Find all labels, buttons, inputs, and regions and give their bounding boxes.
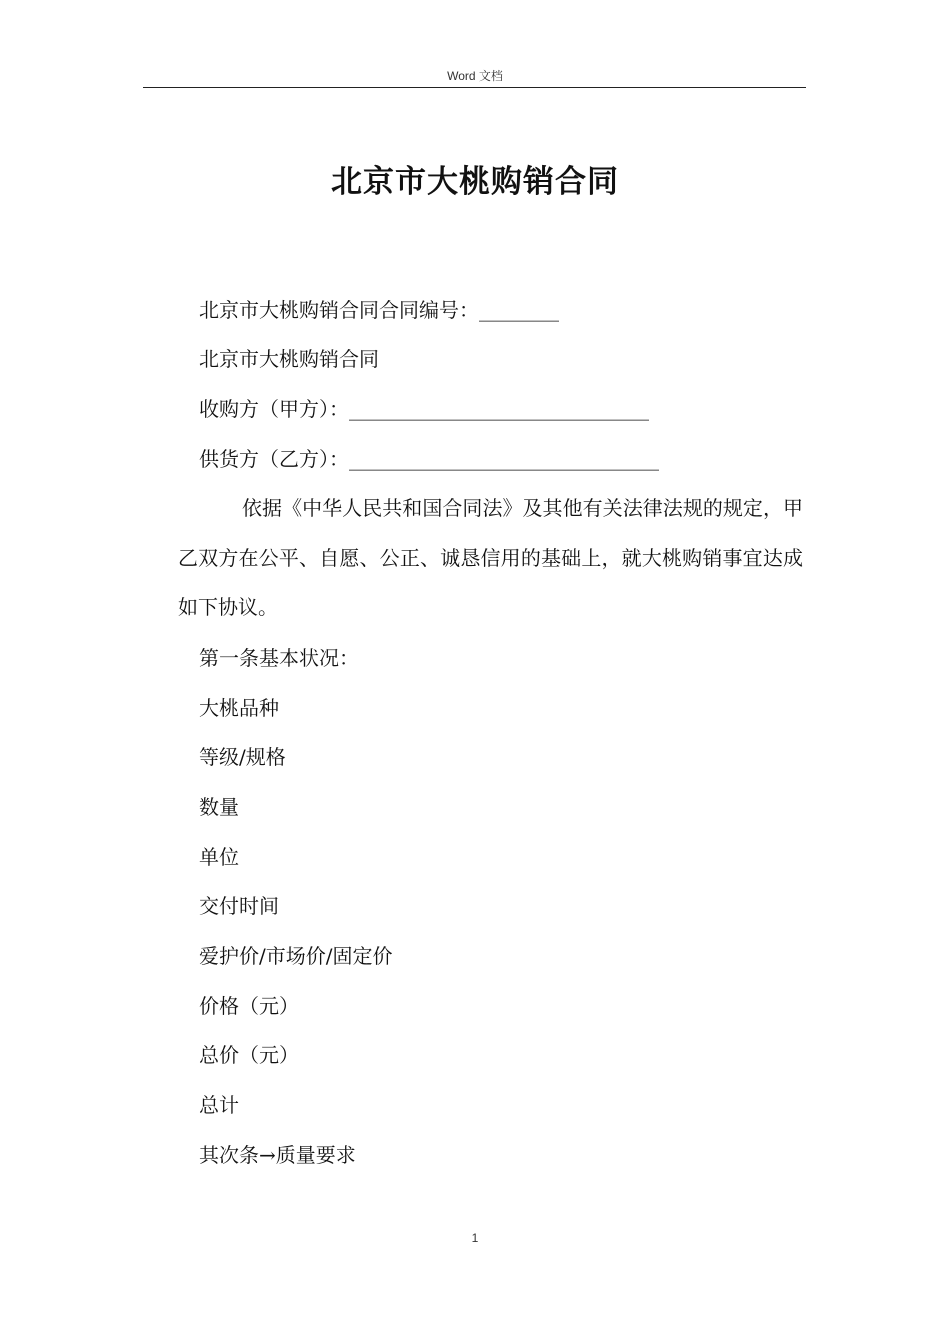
- list-item: 总计: [199, 1093, 239, 1117]
- intro-paragraph: 依据《中华人民共和国合同法》及其他有关法律法规的规定，甲乙双方在公平、自愿、公正、诚恳信用的基础上，就大桃购销事宜达成如下协议。: [178, 496, 803, 619]
- list-item: 交付时间: [199, 894, 279, 918]
- list-item: 爱护价/市场价/固定价: [199, 944, 393, 968]
- page-header: Word 文档: [447, 69, 503, 83]
- article-2-heading: 其次条→质量要求: [199, 1143, 356, 1167]
- list-item: 等级/规格: [199, 745, 286, 769]
- list-item: 大桃品种: [199, 696, 279, 720]
- buyer-line: 收购方（甲方）：______________________________: [199, 397, 649, 421]
- list-item: 价格（元）: [199, 994, 299, 1018]
- contract-name-line: 北京市大桃购销合同: [199, 347, 379, 371]
- list-item: 总价（元）: [199, 1043, 299, 1067]
- contract-number-line: 北京市大桃购销合同合同编号：________: [199, 298, 559, 322]
- list-item: 数量: [199, 795, 239, 819]
- list-item: 单位: [199, 845, 239, 869]
- page-number: 1: [471, 1231, 479, 1245]
- article-1-heading: 第一条基本状况：: [199, 646, 359, 670]
- supplier-line: 供货方（乙方）：_______________________________: [199, 447, 659, 471]
- document-title: 北京市大桃购销合同: [331, 164, 619, 200]
- header-divider: [143, 87, 806, 88]
